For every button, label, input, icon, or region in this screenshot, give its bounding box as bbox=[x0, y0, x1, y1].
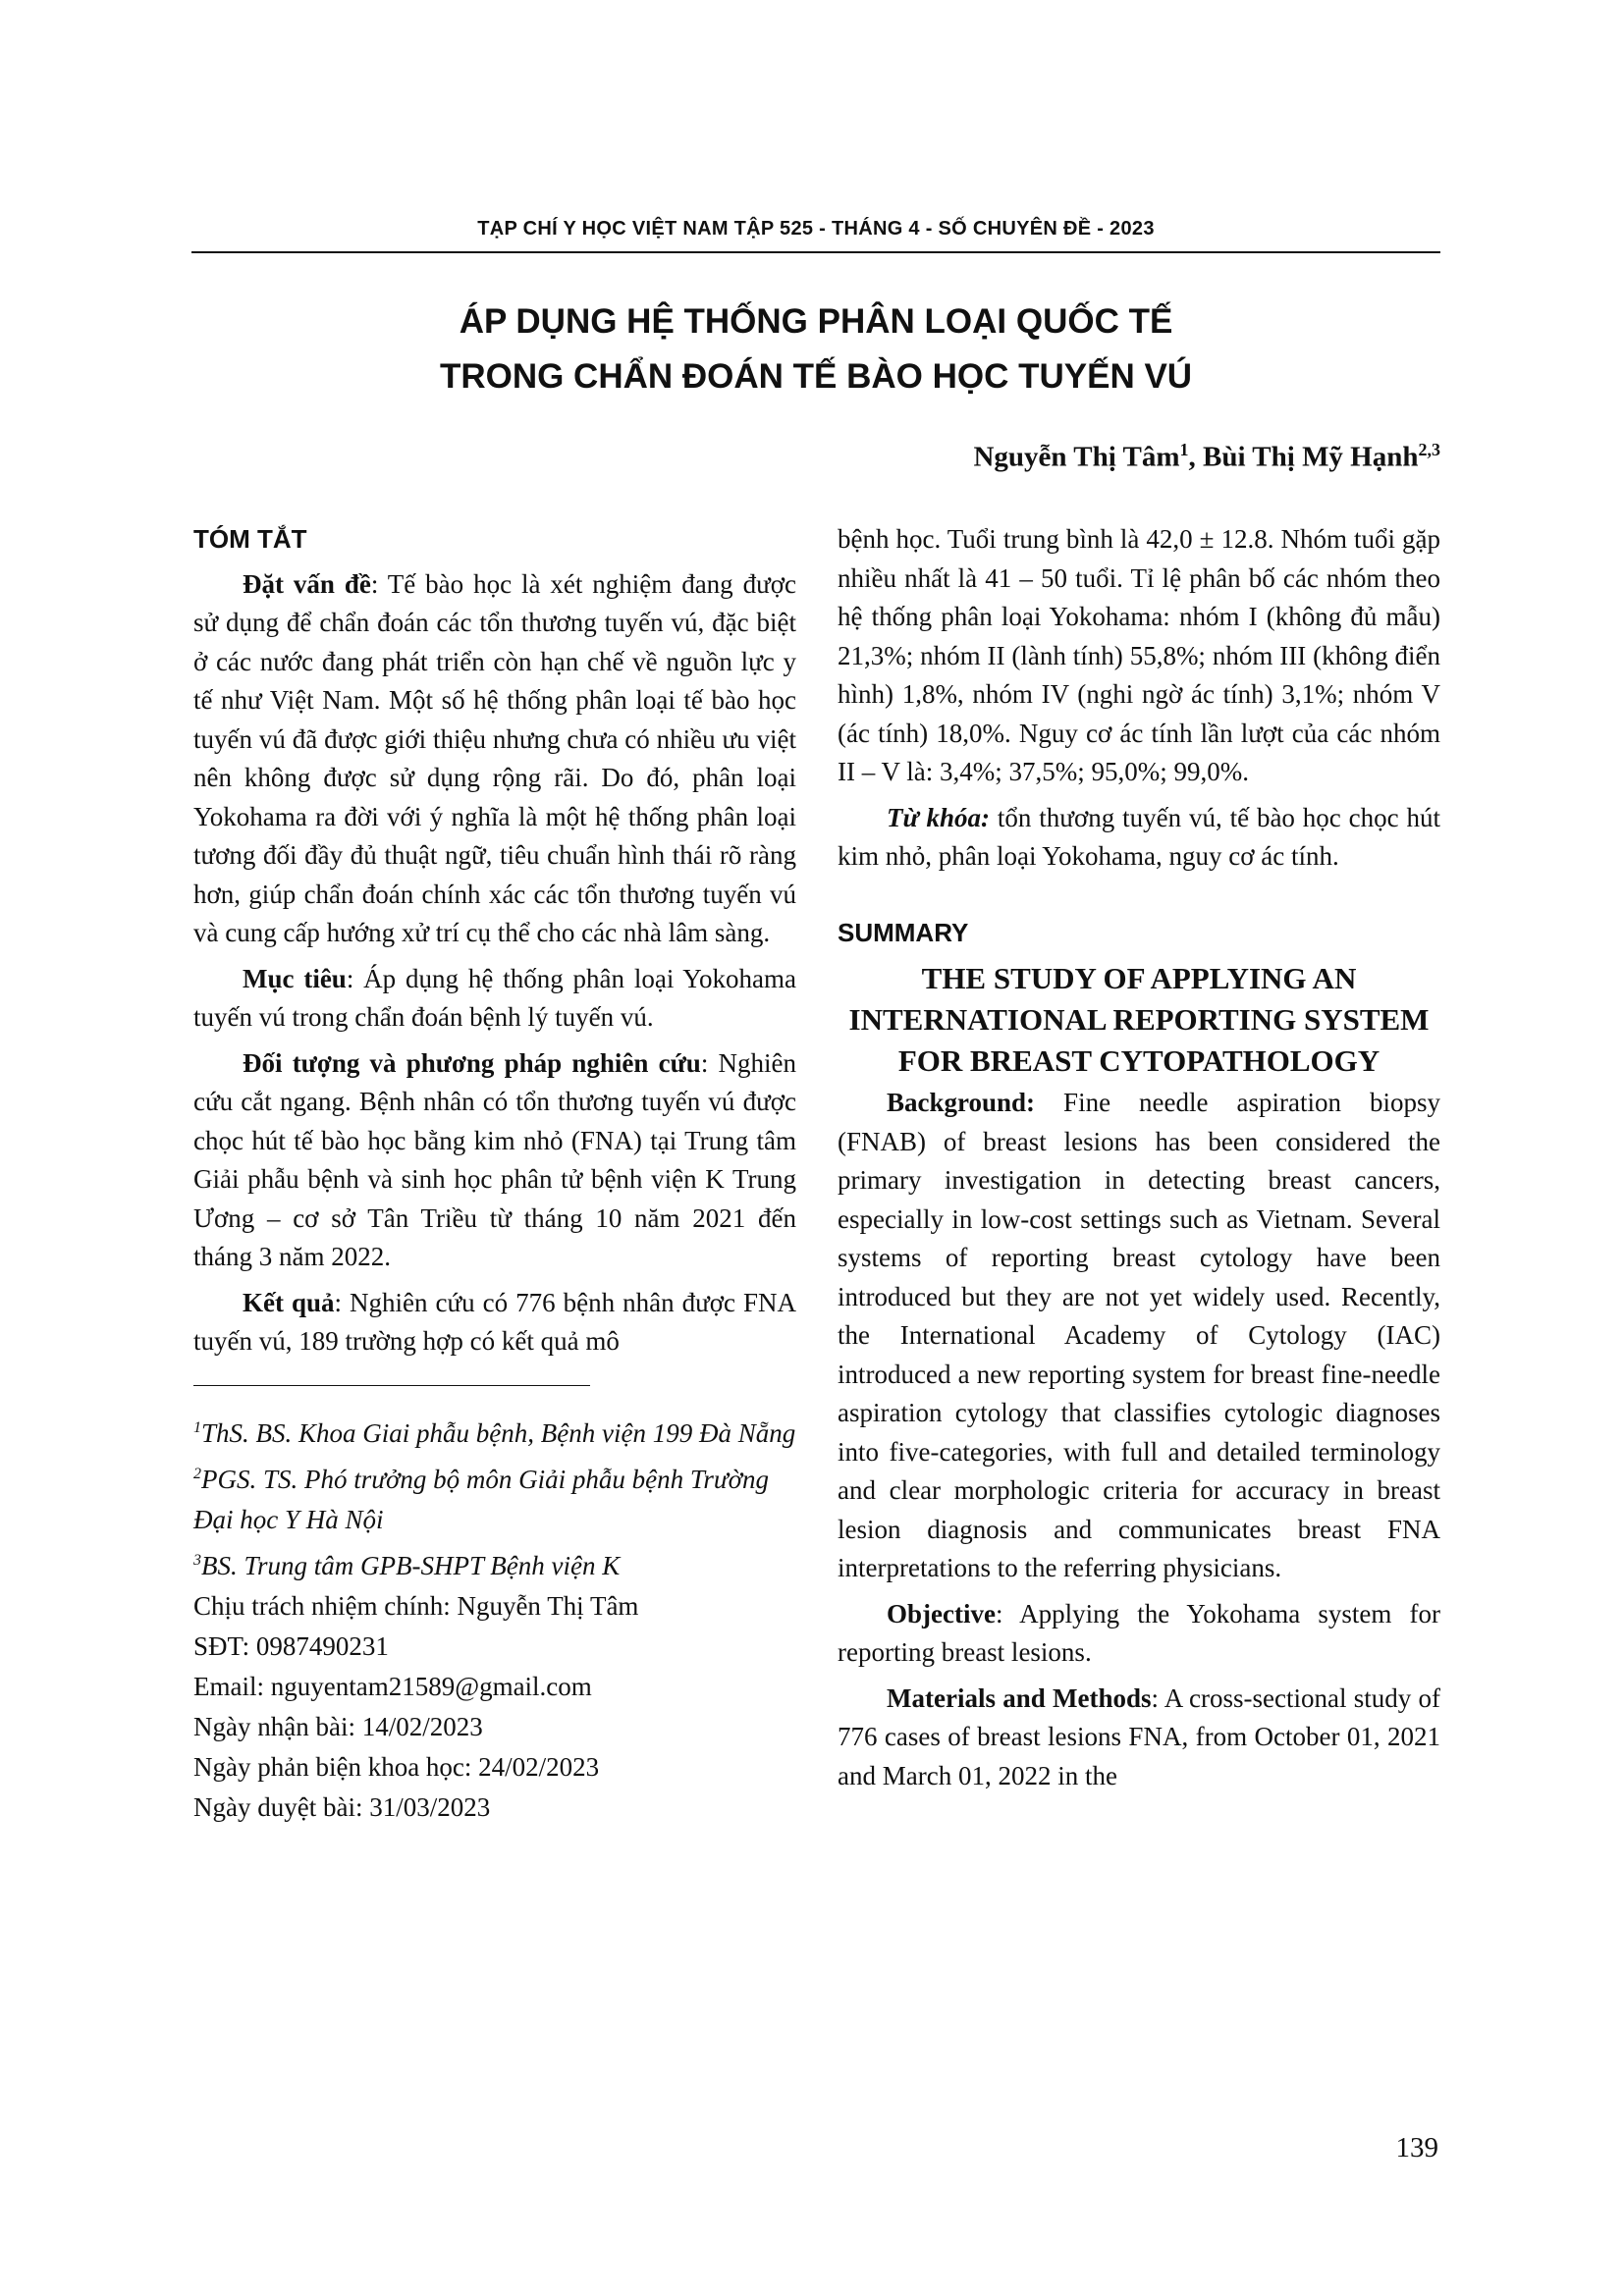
footnote-2 bbox=[193, 1454, 796, 1540]
running-head: TẠP CHÍ Y HỌC VIỆT NAM TẬP 525 - THÁNG 4 - SỐ CHUYÊN ĐỀ - 2023 bbox=[477, 218, 1155, 240]
author-separator: , bbox=[1188, 441, 1204, 473]
keywords-text: tổn thương tuyến vú, tế bào học chọc hút kim nhỏ, phân loại Yokohama, nguy cơ ác tính. bbox=[838, 802, 1440, 871]
abstract-background bbox=[193, 565, 796, 953]
title-line-2: TRONG CHẨN ĐOÁN TẾ BÀO HỌC TUYẾN VÚ bbox=[439, 357, 1193, 396]
objective-label: Mục tiêu bbox=[243, 963, 347, 993]
author-2-affiliation: 2,3 bbox=[1418, 440, 1440, 459]
background-label: Đặt vấn đề bbox=[243, 568, 371, 599]
footnote-3-text: BS. Trung tâm GPB-SHPT Bệnh viện K bbox=[201, 1550, 621, 1580]
summary-methods-label: Materials and Methods bbox=[887, 1682, 1152, 1713]
title-line-1: ÁP DỤNG HỆ THỐNG PHÂN LOẠI QUỐC TẾ bbox=[459, 302, 1173, 341]
date-received: Ngày nhận bài: 14/02/2023 bbox=[193, 1711, 483, 1741]
footnote-1-mark: 1 bbox=[193, 1418, 201, 1436]
page-number: 139 bbox=[1395, 2132, 1438, 2163]
summary-objective-text: : Applying the Yokohama system for reporting breast lesions. bbox=[838, 1598, 1440, 1667]
summary-background-text: Fine needle aspiration biopsy (FNAB) of breast lesions has been considered the primary investigation in detecting breast cancers, especially in low-cost settings such as Vietnam. Several systems of reporting breast cytology have been introduced but they are not yet widely used. Recently, the International Academy of Cytology (IAC) introduced a new reporting system for breast fine-needle aspiration cytology that classifies cytologic diagnoses into five-categories, with full and detailed terminology and clear morphologic criteria for accuracy in breast lesion diagnosis and communicates breast FNA interpretations to the referring physicians. bbox=[838, 1088, 1440, 1582]
author-2: Bùi Thị Mỹ Hạnh bbox=[1203, 441, 1419, 473]
abstract-objective bbox=[193, 960, 796, 1038]
abstract-results-continued: bệnh học. Tuổi trung bình là 42,0 ± 12.8. Nhóm tuổi gặp nhiều nhất là 41 – 50 tuổi. Tỉ lệ phân bố các nhóm theo hệ thống phân loại Yokohama: nhóm I (không đủ mẫu) 21,3%; nhóm II (lành tính) 55,8%; nhóm III (không điển hình) 1,8%, nhóm IV (nghi ngờ ác tính) 3,1%; nhóm V (ác tính) 18,0%. Nguy cơ ác tính lần lượt của các nhóm II – V là: 3,4%; 37,5%; 95,0%; 99,0%. bbox=[838, 524, 1440, 786]
summary-heading: SUMMARY bbox=[838, 917, 969, 947]
methods-text: : Nghiên cứu cắt ngang. Bệnh nhân có tổn thương tuyến vú được chọc hút tế bào học bằng kim nhỏ (FNA) tại Trung tâm Giải phẫu bệnh và sinh học phân tử bệnh viện K Trung Ương – cơ sở Tân Triều từ tháng 10 năm 2021 đến tháng 3 năm 2022. bbox=[193, 1047, 796, 1271]
author-list bbox=[973, 440, 1440, 474]
methods-label: Đối tượng và phương pháp nghiên cứu bbox=[243, 1047, 701, 1078]
date-reviewed: Ngày phản biện khoa học: 24/02/2023 bbox=[193, 1751, 600, 1782]
summary-background bbox=[838, 1084, 1440, 1588]
footnote-3 bbox=[193, 1540, 796, 1586]
corresponding-author: Chịu trách nhiệm chính: Nguyễn Thị Tâm bbox=[193, 1590, 639, 1621]
right-column bbox=[838, 520, 1440, 1795]
author-1-affiliation: 1 bbox=[1179, 440, 1189, 459]
abstract-keywords bbox=[838, 799, 1440, 877]
article-title bbox=[191, 294, 1440, 404]
abstract-methods bbox=[193, 1044, 796, 1277]
footnote-2-text: PGS. TS. Phó trưởng bộ môn Giải phẫu bệnh Trường Đại học Y Hà Nội bbox=[193, 1464, 770, 1534]
footnote-2-mark: 2 bbox=[193, 1465, 201, 1482]
results-label: Kết quả bbox=[243, 1287, 335, 1317]
abstract-results bbox=[193, 1284, 796, 1362]
phone-number: SĐT: 0987490231 bbox=[193, 1630, 389, 1661]
summary-title: THE STUDY OF APPLYING AN INTERNATIONAL REPORTING SYSTEM FOR BREAST CYTOPATHOLOGY bbox=[848, 961, 1430, 1078]
summary-methods-text: : A cross-sectional study of 776 cases of breast lesions FNA, from October 01, 2021 and March 01, 2022 in the bbox=[838, 1682, 1440, 1790]
summary-objective-label: Objective bbox=[887, 1598, 996, 1629]
footnote-1 bbox=[193, 1408, 796, 1454]
objective-text: : Áp dụng hệ thống phân loại Yokohama tuyến vú trong chẩn đoán bệnh lý tuyến vú. bbox=[193, 963, 796, 1032]
background-text: : Tế bào học là xét nghiệm đang được sử dụng để chẩn đoán các tổn thương tuyến vú, đặc biệt ở các nước đang phát triển còn hạn chế về nguồn lực y tế như Việt Nam. Một số hệ thống phân loại tế bào học tuyến vú đã được giới thiệu nhưng chưa có nhiều ưu việt nên không được sử dụng rộng rãi. Do đó, phân loại Yokohama ra đời với ý nghĩa là một hệ thống phân loại tương đối đầy đủ thuật ngữ, tiêu chuẩn hình thái rõ ràng hơn, giúp chẩn đoán chính xác các tổn thương tuyến vú và cung cấp hướng xử trí cụ thể cho các nhà lâm sàng. bbox=[193, 568, 796, 947]
summary-methods bbox=[838, 1680, 1440, 1796]
footnote-3-mark: 3 bbox=[193, 1551, 201, 1569]
abstract-heading: TÓM TẮT bbox=[193, 524, 307, 554]
results-text: : Nghiên cứu có 776 bệnh nhân được FNA tuyến vú, 189 trường hợp có kết quả mô bbox=[193, 1287, 796, 1356]
footnote-rule bbox=[193, 1385, 590, 1386]
left-column bbox=[193, 520, 796, 1828]
keywords-label: Từ khóa: bbox=[887, 802, 991, 832]
email-address: Email: nguyentam21589@gmail.com bbox=[193, 1671, 592, 1701]
header-rule bbox=[191, 251, 1440, 253]
date-accepted: Ngày duyệt bài: 31/03/2023 bbox=[193, 1791, 491, 1822]
summary-objective bbox=[838, 1595, 1440, 1673]
author-1: Nguyễn Thị Tâm bbox=[973, 441, 1180, 473]
footnote-1-text: ThS. BS. Khoa Giai phẫu bệnh, Bệnh viện 199 Đà Nẵng bbox=[201, 1417, 796, 1448]
summary-background-label: Background: bbox=[887, 1088, 1036, 1117]
